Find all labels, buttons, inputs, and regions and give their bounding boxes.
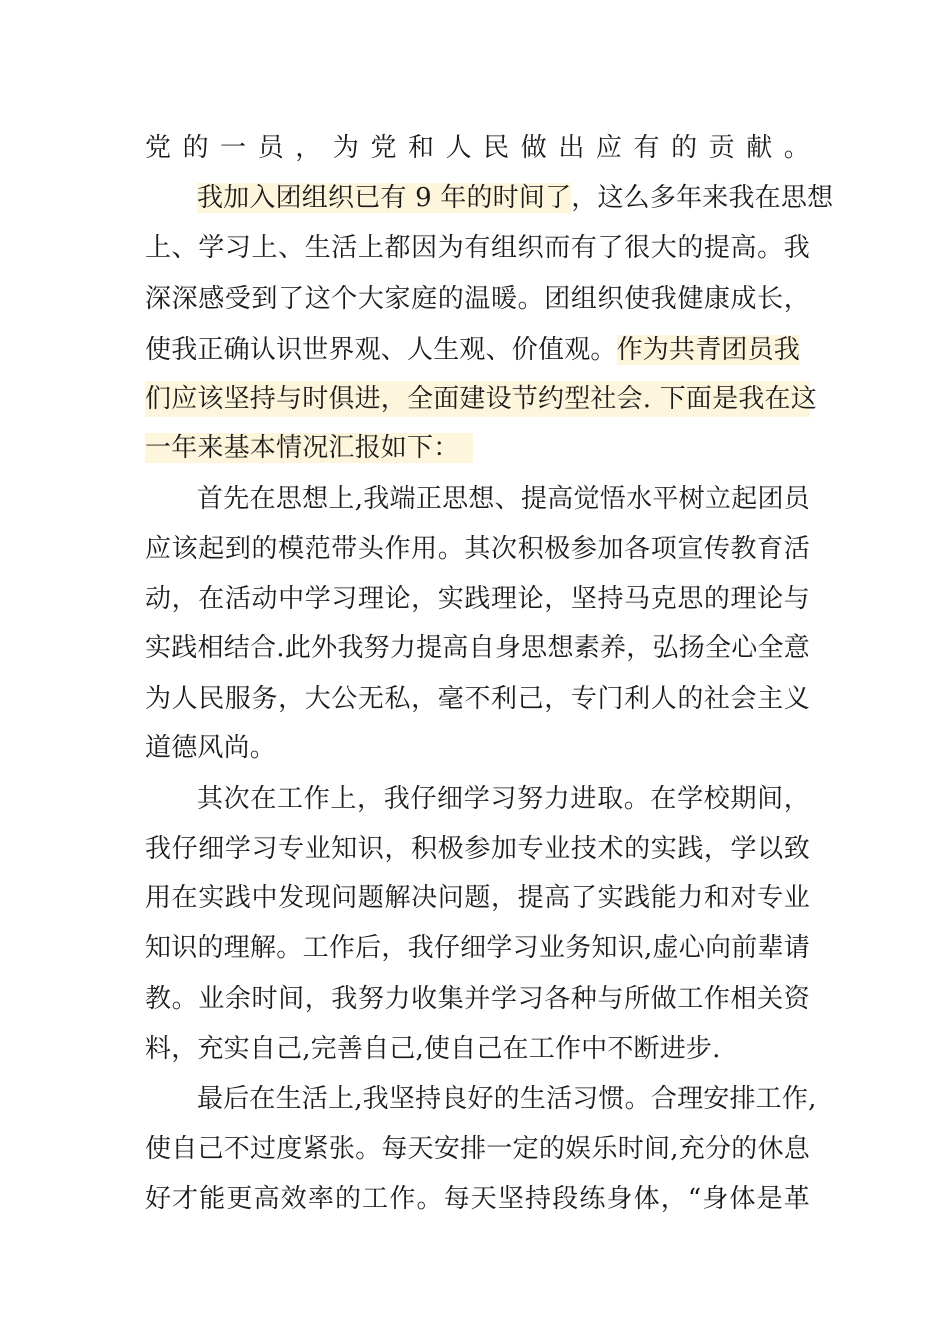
text-line: 教。业余时间，我努力收集并学习各种与所做工作相关资 [145, 984, 810, 1014]
text-line: 应该起到的模范带头作用。其次积极参加各项宣传教育活 [145, 534, 810, 564]
highlighted-text: 一年来基本情况汇报如下： [145, 433, 473, 463]
text-line: 使自己不过度紧张。每天安排一定的娱乐时间,充分的休息 [145, 1134, 810, 1164]
text-line: 知识的理解。工作后，我仔细学习业务知识,虚心向前辈请 [145, 933, 810, 963]
text-span: ，这么多年来我在思想 [571, 183, 834, 213]
text-line: 动，在活动中学习理论，实践理论，坚持马克思的理论与 [145, 584, 810, 614]
text-line: 其次在工作上，我仔细学习努力进取。在学校期间， [197, 784, 810, 814]
text-line [145, 332, 810, 368]
text-line: 首先在思想上,我端正思想、提高觉悟水平树立起团员 [197, 484, 810, 514]
text-line: 料，充实自己,完善自己,使自己在工作中不断进步. [145, 1034, 721, 1064]
text-line: 最后在生活上,我坚持良好的生活习惯。合理安排工作, [197, 1084, 817, 1114]
highlighted-text: 作为共青团员我 [616, 335, 801, 365]
text-line: 党的一员，为党和人民做出应有的贡献。 [145, 133, 810, 163]
text-line: 深深感受到了这个大家庭的温暖。团组织使我健康成长， [145, 284, 810, 314]
text-line-highlighted: 们应该坚持与时俱进，全面建设节约型社会. 下面是我在这 [145, 381, 810, 417]
text-line: 为人民服务，大公无私，毫不利己，专门利人的社会主义 [145, 684, 810, 714]
text-line: 我仔细学习专业知识，积极参加专业技术的实践，学以致 [145, 834, 810, 864]
highlighted-text: 我加入团组织已有 9 年的时间了 [197, 183, 572, 213]
text-line: 用在实践中发现问题解决问题，提高了实践能力和对专业 [145, 883, 810, 913]
text-line-highlighted [145, 430, 810, 466]
text-line: 好才能更高效率的工作。每天坚持段练身体，“身体是革 [145, 1184, 810, 1214]
text-line: 实践相结合.此外我努力提高自身思想素养，弘扬全心全意 [145, 633, 810, 663]
text-line: 上、学习上、生活上都因为有组织而有了很大的提高。我 [145, 233, 810, 263]
text-span: 使我正确认识世界观、人生观、价值观。 [145, 335, 617, 365]
text-line: 道德风尚。 [145, 733, 277, 763]
text-line-highlighted [197, 180, 834, 216]
